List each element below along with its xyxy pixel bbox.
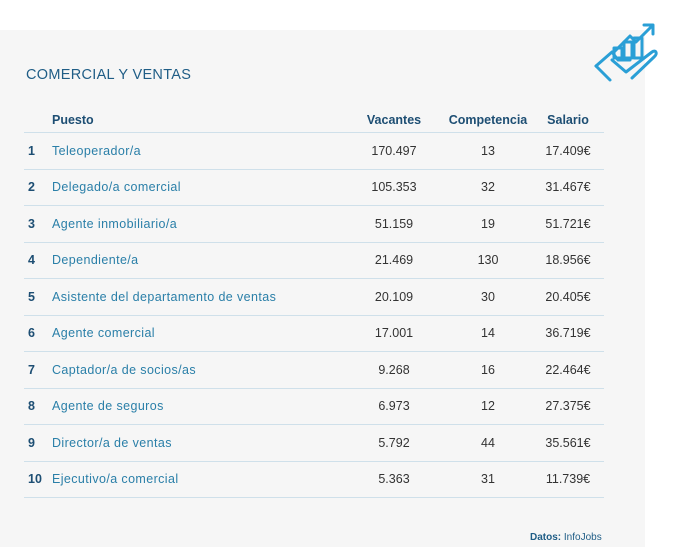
rank-cell: 4 [24,242,52,279]
vacantes-cell: 20.109 [344,279,444,316]
puesto-cell: Director/a de ventas [52,425,344,462]
rank-cell: 7 [24,352,52,389]
hand-growth-chart-icon [592,8,666,84]
puesto-cell: Teleoperador/a [52,133,344,170]
competencia-cell: 12 [444,388,532,425]
table-header-row [24,108,604,133]
competencia-cell: 31 [444,461,532,498]
table-row [24,206,604,243]
rank-cell: 5 [24,279,52,316]
salario-cell: 35.561€ [532,425,604,462]
header-vacantes: Vacantes [344,108,444,133]
rank-cell: 1 [24,133,52,170]
rank-cell: 10 [24,461,52,498]
table-row [24,352,604,389]
vacantes-cell: 5.792 [344,425,444,462]
header-puesto: Puesto [52,108,344,133]
salario-cell: 36.719€ [532,315,604,352]
header-competencia: Competencia [444,108,532,133]
competencia-cell: 130 [444,242,532,279]
competencia-cell: 19 [444,206,532,243]
salario-cell: 31.467€ [532,169,604,206]
competencia-cell: 32 [444,169,532,206]
salario-cell: 22.464€ [532,352,604,389]
table-row [24,133,604,170]
table-row [24,461,604,498]
header-rank [24,108,52,133]
jobs-table [24,108,604,498]
vacantes-cell: 17.001 [344,315,444,352]
section-title: COMERCIAL Y VENTAS [26,67,192,83]
rank-cell: 9 [24,425,52,462]
vacantes-cell: 170.497 [344,133,444,170]
puesto-cell: Ejecutivo/a comercial [52,461,344,498]
salario-cell: 51.721€ [532,206,604,243]
salario-cell: 17.409€ [532,133,604,170]
puesto-cell: Captador/a de socios/as [52,352,344,389]
vacantes-cell: 6.973 [344,388,444,425]
puesto-cell: Asistente del departamento de ventas [52,279,344,316]
rank-cell: 2 [24,169,52,206]
rank-cell: 8 [24,388,52,425]
table-row [24,425,604,462]
rank-cell: 3 [24,206,52,243]
vacantes-cell: 105.353 [344,169,444,206]
table-row [24,169,604,206]
data-source [530,532,602,543]
competencia-cell: 30 [444,279,532,316]
salario-cell: 11.739€ [532,461,604,498]
competencia-cell: 14 [444,315,532,352]
table-row [24,388,604,425]
vacantes-cell: 21.469 [344,242,444,279]
vacantes-cell: 9.268 [344,352,444,389]
vacantes-cell: 51.159 [344,206,444,243]
salario-cell: 18.956€ [532,242,604,279]
vacantes-cell: 5.363 [344,461,444,498]
competencia-cell: 13 [444,133,532,170]
puesto-cell: Agente comercial [52,315,344,352]
puesto-cell: Agente inmobiliario/a [52,206,344,243]
source-label: Datos: [530,532,562,543]
rank-cell: 6 [24,315,52,352]
puesto-cell: Dependiente/a [52,242,344,279]
table-row [24,315,604,352]
table-row [24,242,604,279]
salario-cell: 27.375€ [532,388,604,425]
source-value: InfoJobs [563,532,602,543]
table-row [24,279,604,316]
puesto-cell: Delegado/a comercial [52,169,344,206]
header-salario: Salario [532,108,604,133]
salario-cell: 20.405€ [532,279,604,316]
puesto-cell: Agente de seguros [52,388,344,425]
competencia-cell: 44 [444,425,532,462]
competencia-cell: 16 [444,352,532,389]
